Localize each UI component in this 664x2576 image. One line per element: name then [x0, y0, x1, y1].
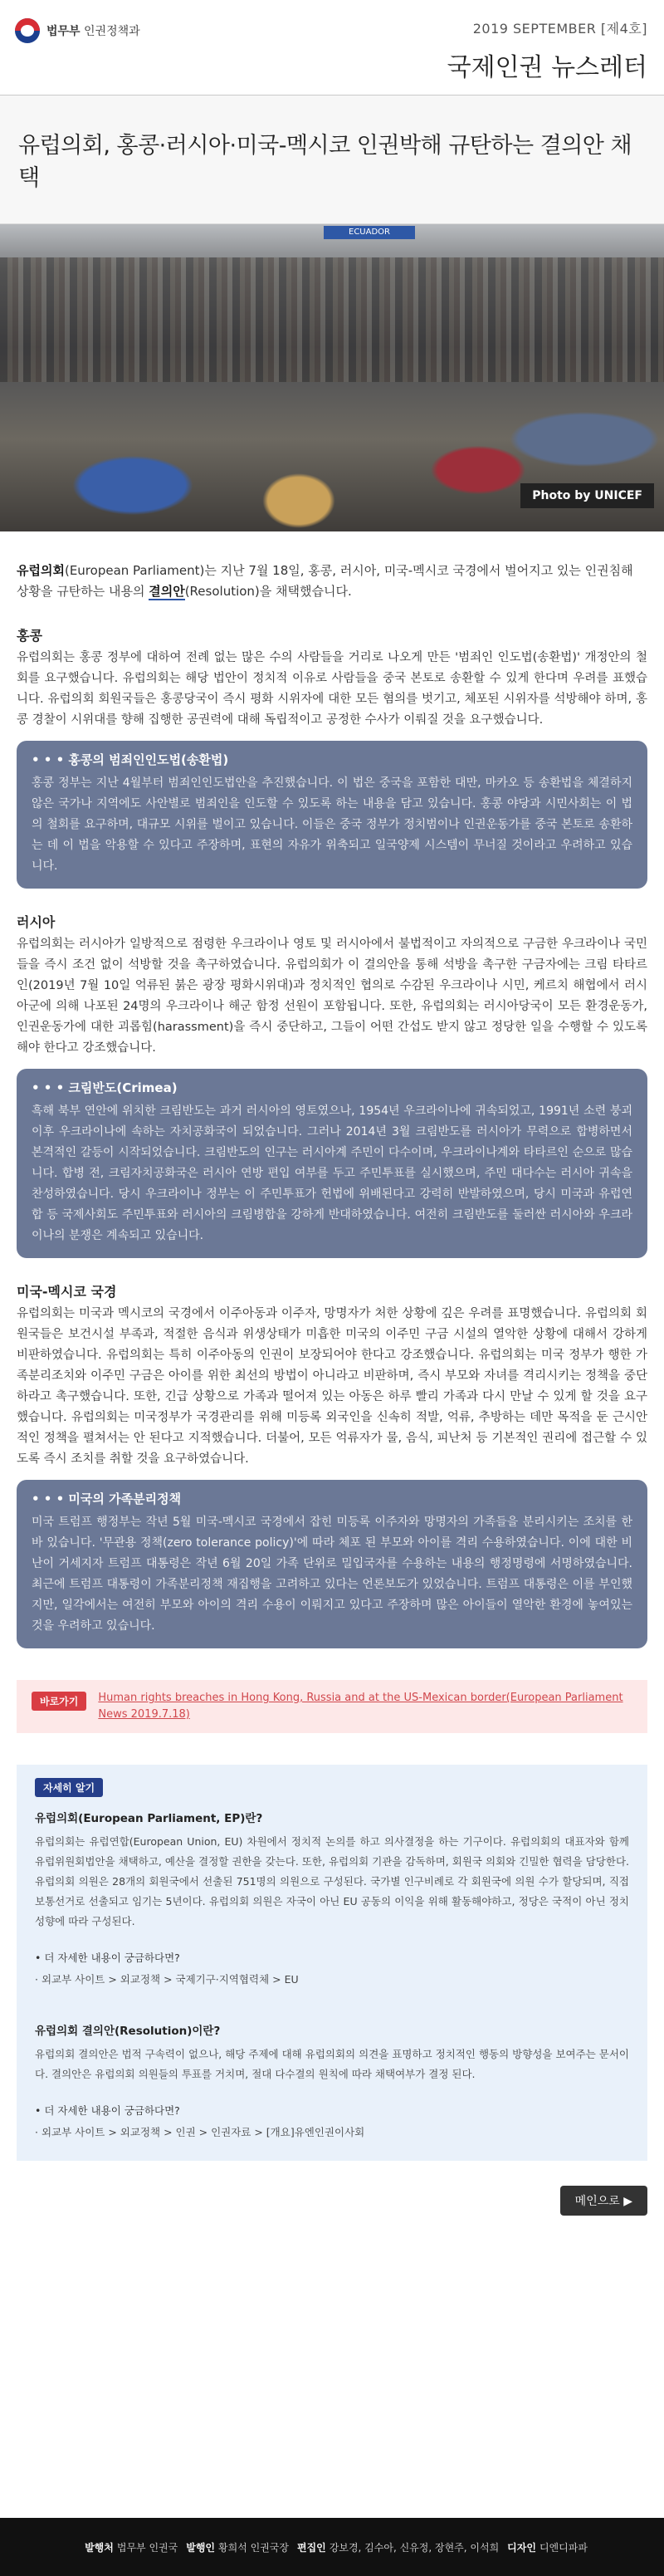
shortcut-link[interactable]: Human rights breaches in Hong Kong, Russia and at the US-Mexican border(European Parliament News 2019.7.18)	[98, 1692, 623, 1721]
ministry-logo[interactable]	[15, 18, 140, 43]
footer-editor: 강보경, 김수아, 신유정, 장현주, 이석희	[329, 2541, 500, 2554]
box-title: • • • 미국의 가족분리정책	[32, 1491, 182, 1506]
section-body: 유럽의회는 러시아가 일방적으로 점령한 우크라이나 영토 및 러시아에서 불법적이고 자의적으로 구금한 우크라이나 국민들을 즉시 조건 없이 석방할 것을 촉구하였습니다. 유럽의회가 이 결의안을 통해 석방을 촉구한 구금자에는 크림 타타르인(2019년 7월 10일 억류된 붉은 광장 평화시위대)과 정치적인 협의로 수감된 우크라이나 시민, 케르치 해협에서 러시아군에 의해 나포된 24명의 우크라이나 해군 함정 선원이 포함됩니다. 또한, 유럽의회는 러시아당국이 모든 환경운동가, 인권운동가에 대한 괴롭힘(harassment)을 즉시 중단하고, 그들이 어떤 간섭도 받지 않고 정당한 일을 수행할 수 있도록 해야 한다고 강조했습니다.	[17, 938, 647, 1055]
logo-division: 인권정책과	[84, 25, 140, 38]
info-body: 유럽의회는 유럽연합(European Union, EU) 차원에서 정치적 논의를 하고 의사결정을 하는 기구이다. 유럽의회의 대표자와 함께 유럽위원회법안을 채택하고, 예산을 결정할 권한을 갖는다. 또한, 유럽의회 기관을 감독하며, 회원국 의회와 긴밀한 협력을 담당한다. 유럽의회 의원은 28개의 회원국에서 선출된 751명의 의원으로 구성된다. 국가별 인구비례로 각 회원국에 의원 수가 할당되며, 직접보통선거로 선출되고 임기는 5년이다. 유럽의회 의원은 자국이 아닌 EU 공동의 이익을 위해 활동해야하고, 정당은 국적이 아닌 정치성향에 따라 구성된다.	[35, 1835, 629, 1927]
page-footer	[0, 2518, 664, 2576]
info-question: 유럽의회(European Parliament, EP)란?	[35, 1812, 263, 1825]
section-body: 유럽의회는 홍콩 정부에 대하여 전례 없는 많은 수의 사람들을 거리로 나오게 만든 '범죄인 인도법(송환법)' 개정안의 철회를 요구했습니다. 유럽의회는 해당 법안이 정치적 이유로 사람들을 중국 본토로 송환할 수 있게 한다며 우려를 표했습니다. 유럽의회 회원국들은 홍콩당국이 즉시 평화 시위자에 대한 모든 혐의를 벗기고, 체포된 시위자를 석방해야 하며, 홍콩 경찰이 시위대를 향해 집행한 공권력에 대해 독립적이고 공정한 수사가 이뤄질 것을 요구했습니다.	[17, 651, 647, 727]
footer-publisher-label: 발행처	[85, 2541, 114, 2554]
issue-label: 2019 SEPTEMBER [제4호]	[472, 21, 647, 37]
box-body: 흑해 북부 연안에 위치한 크림반도는 과거 러시아의 영토였으나, 1954년 우크라이나에 귀속되었고, 1991년 소련 붕괴 이후 우크라이나에 속하는 자치공화국이 되었습니다. 그러나 2014년 3월 크림반도를 러시아가 무력으로 합병하면서 본격적인 갈등이 시작되었습니다. 크림반도의 인구는 러시아계 주민이 다수이며, 우크라이나계와 타타르인 순으로 많습니다. 합병 전, 크림자치공화국은 러시아 연방 편입 여부를 두고 주민투표를 실시했으며, 주민 대다수는 러시아 귀속을 찬성하였습니다. 당시 우크라이나 정부는 이 주민투표가 헌법에 위배된다고 강력히 반발하였으며, 당시 미국과 유럽연합 등 국제사회도 주민투표와 러시아의 크림병합을 강하게 반대하였습니다. 여전히 크림반도를 둘러싼 러시아와 우크라이나의 분쟁은 계속되고 있습니다.	[32, 1104, 632, 1242]
footer-issuer: 황희석 인권국장	[218, 2541, 289, 2554]
info-question: 유럽의회 결의안(Resolution)이란?	[35, 2025, 221, 2038]
logo-text	[46, 22, 140, 39]
more-info-box	[17, 1765, 647, 2161]
footer-issuer-label: 발행인	[186, 2541, 216, 2554]
newsletter-title: 국제인권 뉴스레터	[447, 53, 647, 82]
headline-bar	[0, 95, 664, 224]
lead-text-1: (European Parliament)는 지난 7월 18일, 홍콩, 러시아, 미국-멕시코 국경에서 벌어지고 있는 인권침해 상황을 규탄하는 내용의	[17, 563, 633, 599]
section-russia	[17, 912, 647, 1258]
section-body: 유럽의회는 미국과 멕시코의 국경에서 이주아동과 이주자, 망명자가 처한 상황에 깊은 우려를 표명했습니다. 유럽의회 회원국들은 보건시설 부족과, 적절한 음식과 위생상태가 미흡한 미국의 이주민 구금 시설의 열악한 상황에 대해서 강하게 비판하였습니다. 유럽의회는 특히 이주아동의 인권이 보장되어야 한다고 강조했습니다. 유럽의회는 미국 정부가 행한 가족분리조치와 이주민 구금은 아이를 위한 최선의 방법이 아니라고 비판하며, 즉시 부모와 자녀를 격리시키는 정책을 중단하라고 촉구했습니다. 또한, 긴급 상황으로 가족과 떨어져 있는 아동은 하루 빨리 가족과 다시 만날 수 있게 할 것을 요구했습니다. 유럽의회는 미국정부가 국경관리를 위해 미등록 외국인을 신속히 적발, 억류, 추방하는 데만 목적을 둔 근시안적인 정책을 펼쳐서는 안 된다고 지적했습니다. 더불어, 모든 억류자가 물, 음식, 피난처 등 기본적인 권리에 접근할 수 있도록 즉시 조치를 취할 것을 요구하였습니다.	[17, 1307, 647, 1466]
article-headline: 유럽의회, 홍콩·러시아·미국-멕시코 인권박해 규탄하는 결의안 채택	[18, 133, 632, 191]
article-photo	[0, 224, 664, 531]
shortcut-tag: 바로가기	[32, 1692, 86, 1711]
footer-design-label: 디자인	[507, 2541, 536, 2554]
box-body: 홍콩 정부는 지난 4월부터 범죄인인도법안을 추진했습니다. 이 법은 중국을 포함한 대만, 마카오 등 송환법을 체결하지 않은 국가나 지역에도 사안별로 범죄인을 인도할 수 있도록 하는 내용을 담고 있습니다. 홍콩 야당과 시민사회는 이 법의 철회를 요구하며, 대규모 시위를 벌이고 있습니다. 이들은 중국 정부가 정치범이나 인권운동가를 중국 본토로 송환하는 데 이 법을 악용할 수 있다고 주장하며, 표현의 자유가 위축되고 일국양제 시스템이 무너질 것이라고 우려하고 있습니다.	[32, 776, 632, 873]
shortcut-box	[17, 1680, 647, 1733]
section-title: 미국-멕시코 국경	[17, 1284, 117, 1300]
footer-design: 디엔디파파	[539, 2541, 588, 2554]
page-header	[0, 0, 664, 95]
section-title: 러시아	[17, 914, 56, 930]
logo-ministry: 법무부	[46, 25, 81, 38]
info-box-crimea	[17, 1069, 647, 1258]
footer-editor-label: 편집인	[296, 2541, 326, 2554]
section-hongkong	[17, 625, 647, 889]
box-title: • • • 홍콩의 범죄인인도법(송환법)	[32, 752, 229, 767]
crowd-photo-texture	[0, 257, 664, 382]
lead-term: 유럽의회	[17, 563, 65, 578]
photo-credit: Photo by UNICEF	[520, 483, 654, 508]
info-more-label: • 더 자세한 내용이 궁금하다면?	[35, 1952, 180, 1964]
taegeuk-emblem-icon	[15, 18, 40, 43]
article-lead	[17, 561, 647, 602]
box-body: 미국 트럼프 행정부는 작년 5월 미국-멕시코 국경에서 잡힌 미등록 이주자와 망명자의 가족들을 분리시키는 조치를 한 바 있습니다. '무관용 정책(zero tolerance policy)'에 따라 체포 된 부모와 아이를 격리 수용하였습니다. 이에 대한 비난이 거세지자 트럼프 대통령은 작년 6월 20일 가족 단위로 밀입국자를 수용하는 내용의 행정명령에 서명하였습니다. 최근에 트럼프 대통령이 가족분리정책 재집행을 고려하고 있다는 언론보도가 있었습니다. 트럼프 대통령은 이를 부인했지만, 일각에서는 여전히 부모와 아이의 격리 수용이 이뤄지고 있다고 주장하며 많은 아이들이 열악한 환경에 놓여있는 것을 우려하고 있습니다.	[32, 1516, 632, 1633]
lead-term-2: 결의안	[149, 584, 185, 599]
info-body: 유럽의회 결의안은 법적 구속력이 없으나, 해당 주제에 대해 유럽의회의 의견을 표명하고 정치적인 행동의 방향성을 보여주는 문서이다. 결의안은 유럽의회 의원들의 투표를 거치며, 절대 다수결의 원칙에 따라 채택여부가 결정 된다.	[35, 2048, 629, 2080]
lead-text-2: (Resolution)을 채택했습니다.	[184, 584, 352, 599]
photo-sign: ECUADOR	[324, 226, 415, 239]
info-more-label: • 더 자세한 내용이 궁금하다면?	[35, 2104, 180, 2117]
info-path-link[interactable]: · 외교부 사이트 > 외교정책 > 인권 > 인권자료 > [개요]유엔인권이사회	[35, 2126, 365, 2138]
box-title: • • • 크림반도(Crimea)	[32, 1080, 178, 1095]
main-page-button[interactable]: 메인으로 ▶	[560, 2186, 647, 2216]
footer-publisher: 법무부 인권국	[116, 2541, 178, 2554]
article-body	[0, 561, 664, 1648]
section-us-mexico	[17, 1281, 647, 1648]
info-path-link[interactable]: · 외교부 사이트 > 외교정책 > 국제기구·지역협력체 > EU	[35, 1973, 299, 1986]
more-info-tag: 자세히 알기	[35, 1778, 103, 1797]
info-box-extradition	[17, 741, 647, 889]
section-title: 홍콩	[17, 628, 42, 644]
info-box-family-separation	[17, 1480, 647, 1648]
